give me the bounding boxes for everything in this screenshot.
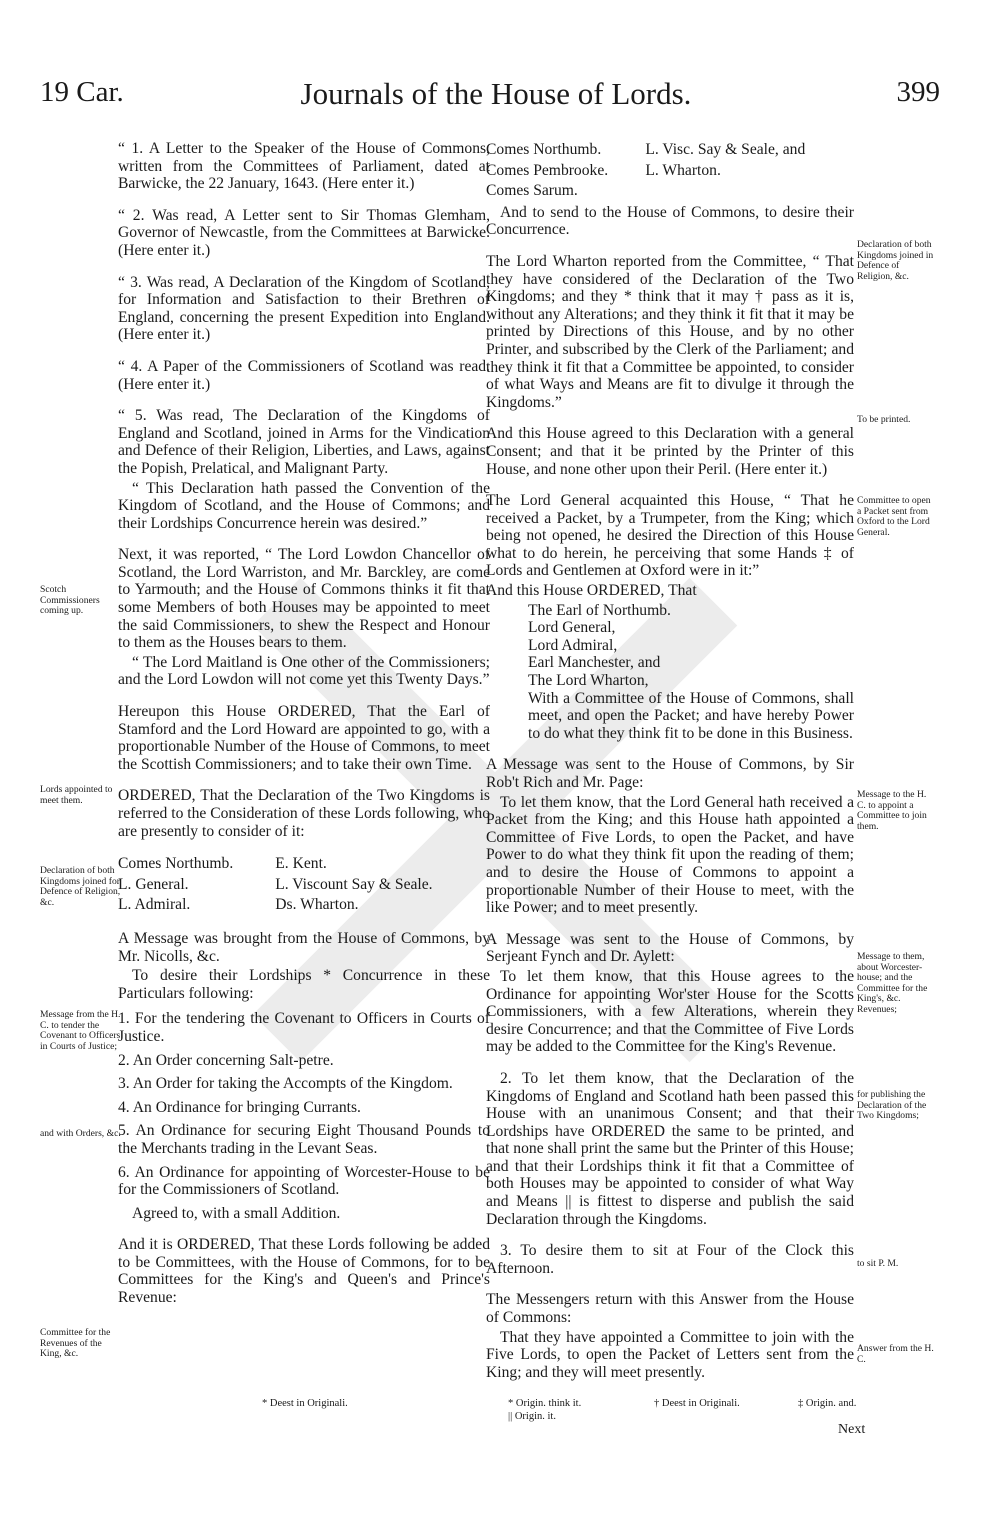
margin-note: Scotch Commissioners coming up. <box>40 584 100 617</box>
paragraph: A Message was brought from the House of Commons, by Mr. Nicolls, &c. <box>118 929 490 965</box>
margin-note: Committee to open a Packet sent from Oxford to the Lord General. <box>857 495 931 538</box>
particulars-list <box>118 1010 490 1198</box>
paragraph: And it is ORDERED, That these Lords following be added to be Committees, with the House of Commons, for to be Committees for the King's and Queen's and Prince's Revenue: <box>118 1236 490 1307</box>
margin-note: Lords appointed to meet them. <box>40 784 113 806</box>
list-item: 4. An Ordinance for bringing Currants. <box>118 1098 361 1116</box>
paragraph: “ 3. Was read, A Declaration of the Kingdom of Scotland, for Information and Satisfaction to their Brethren of England, concerning the present Expedition into England. (Here enter it.) <box>118 273 490 344</box>
margin-note: To be printed. <box>857 414 911 425</box>
table-cell: L. Visc. Say & Seale, and <box>645 141 806 158</box>
paragraph: The Messengers return with this Answer from the House of Commons: <box>486 1291 854 1327</box>
page-number: 399 <box>896 76 940 108</box>
margin-note: to sit P. M. <box>857 1258 899 1269</box>
list-item: 3. An Order for taking the Accompts of the Kingdom. <box>118 1075 453 1093</box>
table-cell: E. Kent. <box>275 855 327 873</box>
list-item: Earl Manchester, and <box>528 654 661 672</box>
catchword: Next <box>838 1422 866 1437</box>
paragraph: The Lord General acquainted this House, “ That he received a Packet, by a Trumpeter, from the King; which being not opened, he desired the Direction of this House what to do herein, he perceiving that some Hands ‡ of Lords and Gentlemen at Oxford were in it:” <box>486 492 854 580</box>
list-item: 1. For the tendering the Covenant to Officers in Courts of Justice. <box>118 1010 490 1045</box>
page-header <box>0 76 992 116</box>
footnote: || Origin. it. <box>508 1411 556 1422</box>
table-row <box>118 895 490 916</box>
table-cell: Comes Pembrooke. <box>486 161 609 179</box>
paragraph: 2. To let them know, that the Declaration of the Kingdoms of England and Scotland hath been passed this House with an unanimous Consent; and that their Lordships have ORDERED the same to be printed, and that none shall print the same but the Printer of this House; and that their Lordships think it fit that a Committee of both Houses may be appointed to consider of what Way and Means || is fittest to disperse and publish the said Declaration through the Kingdoms. <box>486 1069 854 1228</box>
table-row <box>118 875 490 896</box>
footnote: * Deest in Originali. <box>262 1398 348 1409</box>
table-cell: L. Admiral. <box>118 896 191 914</box>
paragraph: The Lord Wharton reported from the Committee, “ That they have considered of the Declaration of the Two Kingdoms; and they * think that it may † pass as it is, without any Alterations; and they think it fit that it may be printed by Directions of this House, and by no other Printer, and subscribed by the Clerk of the Parliament; and they think it fit that a Committee be appointed, to consider of what Ways and Means are fit to divulge it through the Kingdoms.” <box>486 252 854 411</box>
paragraph: And this House agreed to this Declaration with a general Consent; and that it be printed by the Printer of this House, and none other upon their Peril. (Here enter it.) <box>486 425 854 478</box>
paragraph: Agreed to, with a small Addition. <box>132 1204 341 1222</box>
header-regnal-year: 19 Car. <box>40 76 124 108</box>
margin-note: Message to the H. C. to appoint a Committee to join them. <box>857 789 927 832</box>
table-cell <box>645 181 854 202</box>
margin-note: Declaration of both Kingdoms joined in Defence of Religion, &c. <box>857 239 934 282</box>
paragraph: With a Committee of the House of Commons, shall meet, and open the Packet; and have hereby Power to do what they think fit to be done in this Business. <box>528 689 854 742</box>
list-item: Lord Admiral, <box>528 636 618 654</box>
margin-note: Answer from the H. C. <box>857 1343 934 1365</box>
paragraph: “ The Lord Maitland is One other of the Commissioners; and the Lord Lowdon will not come yet this Twenty Days.” <box>118 653 490 689</box>
paragraph: That they have appointed a Committee to join with the Five Lords, to open the Packet of Letters sent from the King; and they will meet presently. <box>486 1328 854 1381</box>
margin-note: Committee for the Revenues of the King, &c. <box>40 1327 111 1360</box>
paragraph: “ This Declaration hath passed the Convention of the Kingdom of Scotland, and the House of Commons; and their Lordships Concurrence herein was desired.” <box>118 479 490 532</box>
table-row <box>118 854 490 875</box>
paragraph: “ 2. Was read, A Letter sent to Sir Thomas Glemham, Governor of Newcastle, from the Committees at Barwicke. (Here enter it.) <box>118 206 490 259</box>
margin-note: Message to them, about Worcester-house; and the Committee for the King's, &c. Revenues; <box>857 951 928 1015</box>
margin-note: and with Orders, &c. <box>40 1128 121 1139</box>
paragraph: “ 5. Was read, The Declaration of the Kingdoms of England and Scotland, joined in Arms for the Vindication and Defence of their Religion, Liberties, and Laws, against the Popish, Prelatical, and Malignant Party. <box>118 407 490 477</box>
table-cell: L. Viscount Say & Seale. <box>275 875 433 893</box>
paragraph: “ 4. A Paper of the Commissioners of Scotland was read. (Here enter it.) <box>118 357 490 393</box>
paragraph: To desire their Lordships * Concurrence in these Particulars following: <box>118 967 490 1002</box>
paragraph: “ 1. A Letter to the Speaker of the House of Commons, written from the Committees of Parliament, dated at Barwicke, the 22 January, 1643. (Here enter it.) <box>118 140 490 193</box>
paragraph: ORDERED, That the Declaration of the Two Kingdoms is referred to the Consideration of these Lords following, who are presently to consider of it: <box>118 787 490 840</box>
paragraph: Hereupon this House ORDERED, That the Earl of Stamford and the Lord Howard are appointed to go, with a proportionable Number of the House of Commons, to meet the Scottish Commissioners; and to take their own Time. <box>118 703 490 773</box>
margin-note: for publishing the Declaration of the Two Kingdoms; <box>857 1089 927 1122</box>
table-row <box>486 140 854 161</box>
table-cell: Ds. Wharton. <box>275 896 359 914</box>
lords-names-table <box>118 854 490 916</box>
right-column <box>486 140 854 1395</box>
list-item: Lord General, <box>528 619 616 637</box>
table-cell: Comes Northumb. <box>486 141 602 158</box>
left-column <box>118 140 490 1321</box>
margin-note: Message from the H. C. to tender the Covenant to Officers in Courts of Justice; <box>40 1009 121 1052</box>
list-item: 5. An Ordinance for securing Eight Thousand Pounds to the Merchants trading in the Levant Seas. <box>118 1122 490 1157</box>
paragraph: Next, it was reported, “ The Lord Lowdon Chancellor of Scotland, the Lord Warriston, and Mr. Barckley, are come to Yarmouth; and the House of Commons thinks it fit that some Members of both Houses may be appointed to meet the said Commissioners, to shew the Respect and Honour to them as the Houses bears to them. <box>118 546 490 652</box>
table-row <box>486 161 854 182</box>
header-title: Journals of the House of Lords. <box>300 76 692 111</box>
table-row <box>486 181 854 202</box>
paragraph: To let them know, that the Lord General hath received a Packet from the King; and this House hath appointed a Committee of Five Lords, to open the Packet, and have Power to do what they think fit upon the reading of them; and to desire the House of Commons to appoint a proportionable Number of their House to meet, with the like Power; and to meet presently. <box>486 793 854 917</box>
paragraph: To let them know, that this House agrees to the Ordinance for appointing Wor'ster House for the Scotts Commissioners, with a few Alterations, wherein they desire Concurrence; and that the Committee of Five Lords may be added to the Committee for the King's Revenue. <box>486 967 854 1056</box>
margin-note: Declaration of both Kingdoms joined for Defence of Religion, &c. <box>40 865 121 908</box>
table-cell: Comes Northumb. <box>118 855 234 873</box>
paragraph: And this House ORDERED, That <box>486 582 697 600</box>
table-cell: Comes Sarum. <box>486 182 578 200</box>
list-item: 6. An Ordinance for appointing of Worcester-House to be for the Commissioners of Scotland. <box>118 1163 490 1199</box>
footnote: ‡ Origin. and. <box>798 1398 857 1409</box>
footnote: * Origin. think it. <box>508 1398 582 1409</box>
paragraph: A Message was sent to the House of Commons, by Sir Rob't Rich and Mr. Page: <box>486 756 854 791</box>
list-item: The Lord Wharton, <box>528 672 649 690</box>
paragraph: A Message was sent to the House of Commons, by Serjeant Fynch and Dr. Aylett: <box>486 930 854 966</box>
lords-list <box>486 602 854 690</box>
list-item: 2. An Order concerning Salt-petre. <box>118 1051 334 1069</box>
paragraph: And to send to the House of Commons, to desire their Concurrence. <box>486 203 854 239</box>
lords-names-table <box>486 140 854 202</box>
list-item: The Earl of Northumb. <box>528 601 671 619</box>
paragraph: 3. To desire them to sit at Four of the Clock this Afternoon. <box>486 1242 854 1277</box>
footnote: † Deest in Originali. <box>654 1398 740 1409</box>
table-cell: L. General. <box>118 875 189 893</box>
table-cell: L. Wharton. <box>645 161 721 179</box>
